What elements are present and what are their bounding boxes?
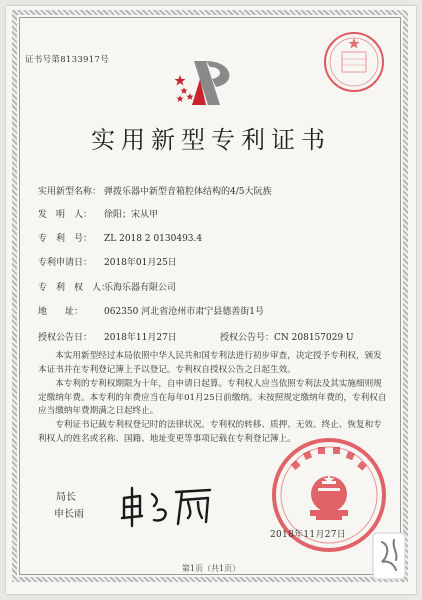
field-label: 实用新型名称： (38, 187, 102, 197)
paragraph-grant: 本实用新型经过本局依照中华人民共和国专利法进行初步审查，决定授予专利权，颁发本证书并在专利登记簿上予以登记。专利权自授权公告之日起生效。 (38, 351, 382, 375)
certificate-title: 实用新型专利证书 (91, 126, 331, 154)
field-label: 授权公告号： (220, 333, 275, 343)
utility-model-name-field (38, 184, 272, 197)
paragraph-term: 本专利的专利权期限为十年，自申请日起算。专利权人应当依照专利法及其实施细则规定缴纳年费。本专利的年费应当在每年01月25日前缴纳。未按照规定缴纳年费的，专利权自应当缴纳年费期满之日起终止。 (38, 379, 387, 416)
field-value: 2018年11月27日 (104, 333, 177, 343)
watermark-logo-icon (372, 532, 406, 580)
office-seal-icon (322, 30, 386, 94)
field-value: 乐海乐器有限公司 (104, 283, 177, 293)
page-number: 第1页（共1页） (181, 564, 241, 573)
patentee-field (38, 280, 176, 293)
field-label: 专利申请日： (38, 258, 93, 268)
director-name: 申长雨 (54, 509, 84, 520)
patent-number-field (38, 231, 202, 244)
field-label: 发 明 人： (38, 210, 93, 220)
application-date-field (38, 255, 177, 268)
director-title: 局长 (56, 492, 76, 503)
grant-number-field (220, 330, 354, 343)
issue-date: 2018年11月27日 (270, 530, 347, 540)
patent-office-emblem-icon (172, 55, 242, 111)
field-label: 地 址： (38, 307, 84, 317)
field-value: CN 208157029 U (274, 333, 354, 343)
address-field (38, 304, 264, 317)
inventor-field (38, 207, 158, 220)
field-value: 弹拨乐器中新型音箱腔体结构的4/5大阮族 (104, 187, 272, 197)
field-value: ZL 2018 2 0130493.4 (104, 234, 203, 244)
field-value: 062350 河北省沧州市肃宁县德善街1号 (104, 307, 264, 317)
field-value: 2018年01月25日 (104, 258, 177, 268)
certificate-number: 证书号第8133917号 (25, 55, 109, 65)
paragraph-legal-status: 专利证书记载专利权登记时的法律状况。专利权的转移、质押、无效、终止、恢复和专利权人的姓名或名称、国籍、地址变更等事项记载在专利登记簿上。 (38, 420, 382, 444)
field-value: 徐阳；宋从甲 (104, 210, 159, 220)
grant-date-field (38, 330, 177, 343)
field-label: 专 利 号： (38, 234, 93, 244)
field-label: 授权公告日： (38, 333, 93, 343)
handwritten-signature-icon (118, 484, 218, 528)
field-label: 专 利 权 人： (38, 283, 111, 293)
